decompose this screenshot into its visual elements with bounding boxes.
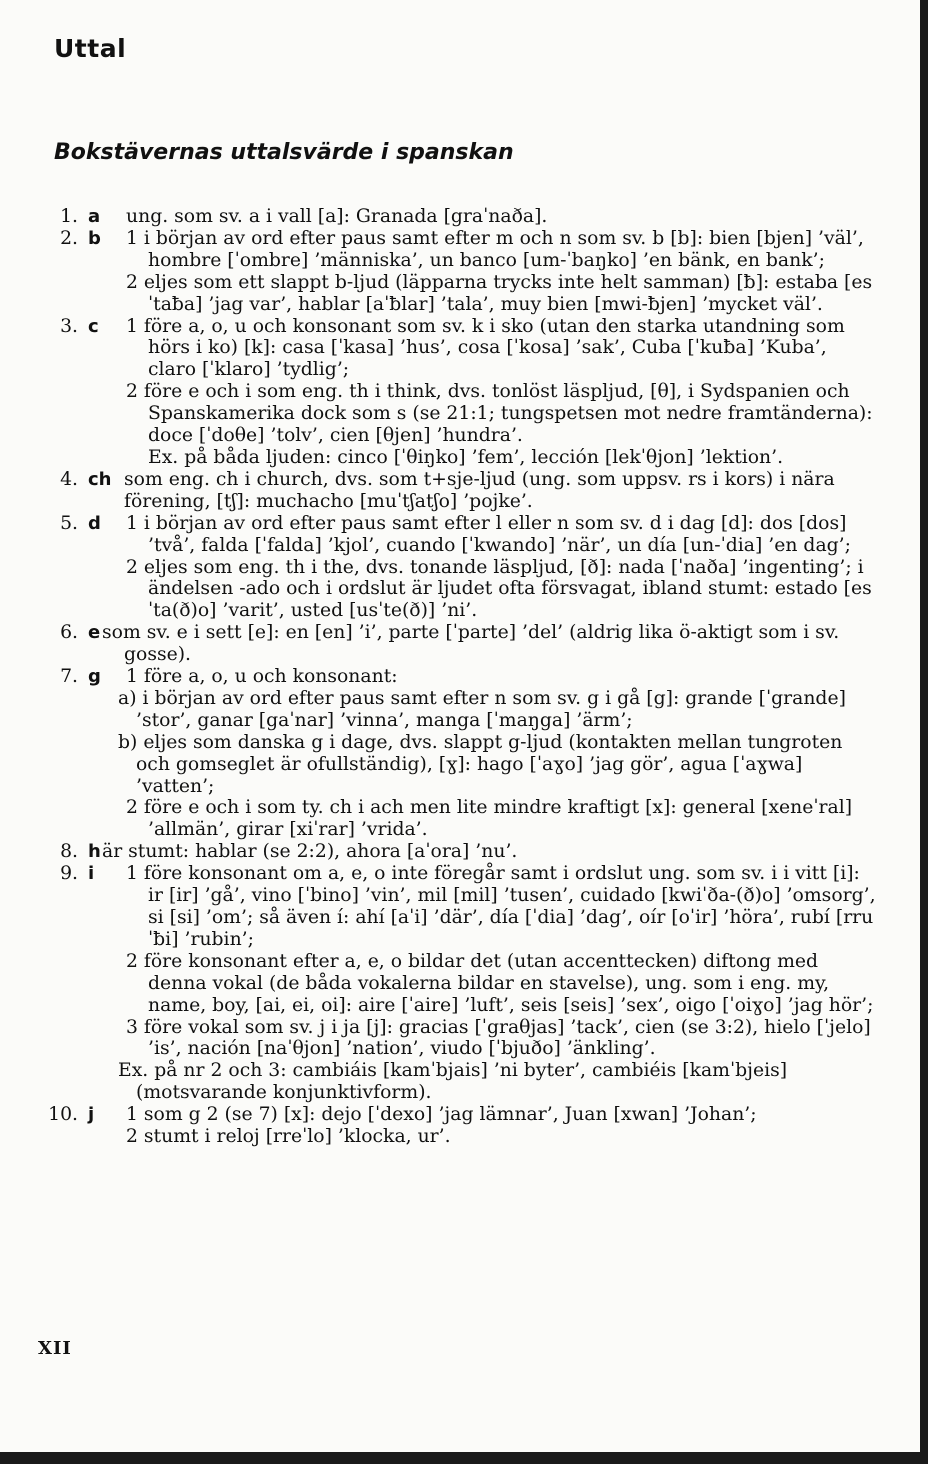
entry-line: 2 före e och i som ty. ch i ach men lite mindre kraftigt [x]: general [xeneˈral] ’allmän’, girar [xiˈrar] ’vrida’.: [126, 797, 853, 841]
entry-line: Ex. på nr 2 och 3: cambiáis [kamˈbjais] ’ni byter’, cambiéis [kamˈbjeis] (motsvarande konjunktivform).: [118, 1060, 788, 1104]
entry-letter: ch: [88, 468, 112, 490]
entry-letter: i: [88, 863, 95, 885]
section-subtitle: Bokstävernas uttalsvärde i spanskan: [54, 140, 514, 165]
entry-line: Ex. på båda ljuden: cinco [ˈθiŋko] ’fem’, lección [lekˈθjon] ’lektion’.: [148, 446, 784, 468]
entry-number: 5.: [60, 512, 78, 534]
entry-line: 1 före konsonant om a, e, o inte föregår samt i ordslut ung. som sv. i i vitt [i]: ir [ir] ’gå’, vino [ˈbino] ’vin’, mil [mil] ’tusen’, cuidado [kwiˈða-(ð)o] ’omsorg’, si [si] ’om’; så även í: ahí [aˈi] ’där’, día [ˈdia] ’dag’, oír [oˈir] ’höra’, rubí [rruˈƀi] ’rubin’;: [126, 863, 876, 950]
entry-line: 2 eljes som eng. th i the, dvs. tonande läspljud, [ð]: nada [ˈnaða] ’ingenting’; i ändelsen -ado och i ordslut är ljudet ofta försvagat, ibland stumt: estado [esˈta(ð)o] ’varit’, usted [usˈte(ð)] ’ni’.: [126, 556, 872, 622]
entry-letter: g: [88, 666, 101, 688]
entry-g: [30, 666, 880, 841]
entry-line: 3 före vokal som sv. j i ja [j]: gracias [ˈgraθjas] ’tack’, cien (se 3:2), hielo [ˈjelo] ’is’, nación [naˈθjon] ’nation’, viudo [ˈbjuðo] ’änkling’.: [126, 1016, 871, 1060]
entry-number: 7.: [60, 666, 78, 688]
entry-number: 3.: [60, 315, 78, 337]
entry-a: [30, 206, 880, 228]
entry-line: är stumt: hablar (se 2:2), ahora [aˈora] ’nu’.: [102, 841, 518, 863]
page-edge-right: [920, 0, 928, 1464]
entry-number: 10.: [48, 1104, 78, 1126]
entry-j: [30, 1104, 880, 1148]
entry-line: 2 före konsonant efter a, e, o bildar det (utan accenttecken) diftong med denna vokal (de båda vokalerna bildar en stavelse), ung. som i eng. my, name, boy, [ai, ei, oi]: aire [ˈaire] ’luft’, seis [seis] ’sex’, oigo [ˈoiɣo] ’jag hör’;: [126, 950, 874, 1016]
entry-number: 6.: [60, 622, 78, 644]
entry-line: 1 i början av ord efter paus samt efter l eller n som sv. d i dag [d]: dos [dos] ’två’, falda [ˈfalda] ’kjol’, cuando [ˈkwando] ’när’, un día [un-ˈdia] ’en dag’;: [126, 512, 851, 556]
entry-number: 9.: [60, 863, 78, 885]
letter-list: [30, 206, 880, 1148]
entry-letter: a: [88, 206, 101, 227]
entry-letter: j: [88, 1104, 95, 1126]
entry-letter: h: [88, 841, 101, 863]
entry-i: [30, 863, 880, 1104]
entry-b: [30, 228, 880, 316]
entry-letter: d: [88, 512, 101, 534]
entry-ch: [30, 469, 880, 513]
entry-number: 1.: [60, 206, 78, 227]
entry-line: 2 före e och i som eng. th i think, dvs. tonlöst läspljud, [θ], i Sydspanien och Spanskamerika dock som s (se 21:1; tungspetsen mot nedre framtänderna): doce [ˈdoθe] ’tolv’, cien [θjen] ’hundra’.: [126, 381, 873, 447]
entry-line: som sv. e i sett [e]: en [en] ’i’, parte [ˈparte] ’del’ (aldrig lika ö-aktigt som i sv. gosse).: [102, 622, 840, 666]
entry-c: [30, 316, 880, 469]
page-number: XII: [38, 1338, 72, 1359]
entry-line: 2 eljes som ett slappt b-ljud (läpparna trycks inte helt samman) [ƀ]: estaba [esˈtaƀa] ’jag var’, hablar [aˈƀlar] ’tala’, muy bien [mwi-ƀjen] ’mycket väl’.: [126, 271, 873, 315]
entry-number: 8.: [60, 841, 78, 863]
entry-h: [30, 841, 880, 863]
entry-e: [30, 622, 880, 666]
entry-letter: c: [88, 315, 99, 337]
page-title: Uttal: [54, 34, 127, 63]
entry-letter: b: [88, 227, 101, 249]
entry-line: 2 stumt i reloj [rreˈlo] ’klocka, ur’.: [126, 1126, 451, 1148]
entry-line: 1 i början av ord efter paus samt efter m och n som sv. b [b]: bien [bjen] ’väl’, hombre [ˈombre] ’människa’, un banco [um-ˈbaŋko] ’en bänk, en bank’;: [126, 227, 864, 271]
entry-d: [30, 513, 880, 623]
entry-letter: e: [88, 622, 101, 644]
entry-number: 4.: [60, 468, 78, 490]
page-edge-bottom: [0, 1452, 928, 1464]
entry-line: 1 före a, o, u och konsonant:: [126, 666, 398, 688]
entry-line: 1 före a, o, u och konsonant som sv. k i sko (utan den starka utandning som hörs i ko) [k]: casa [ˈkasa] ’hus’, cosa [ˈkosa] ’sak’, Cuba [ˈkuƀa] ’Kuba’, claro [ˈklaro] ’tydlig’;: [126, 315, 845, 381]
entry-line: ung. som sv. a i vall [a]: Granada [graˈnaða].: [126, 206, 548, 227]
entry-line: b) eljes som danska g i dage, dvs. slappt g-ljud (kontakten mellan tungroten och gomseglet är ofullständig), [ɣ]: hago [ˈaɣo] ’jag gör’, agua [ˈaɣwa] ’vatten’;: [118, 731, 843, 797]
entry-line: a) i början av ord efter paus samt efter n som sv. g i gå [g]: grande [ˈgrande] ’stor’, ganar [gaˈnar] ’vinna’, manga [ˈmaŋga] ’ärm’;: [118, 687, 846, 731]
entry-line: som eng. ch i church, dvs. som t+sje-ljud (ung. som uppsv. rs i kors) i nära förening, [tʃ]: muchacho [muˈtʃatʃo] ’pojke’.: [124, 468, 835, 512]
entry-line: 1 som g 2 (se 7) [x]: dejo [ˈdexo] ’jag lämnar’, Juan [xwan] ’Johan’;: [126, 1104, 757, 1126]
entry-number: 2.: [60, 227, 78, 249]
